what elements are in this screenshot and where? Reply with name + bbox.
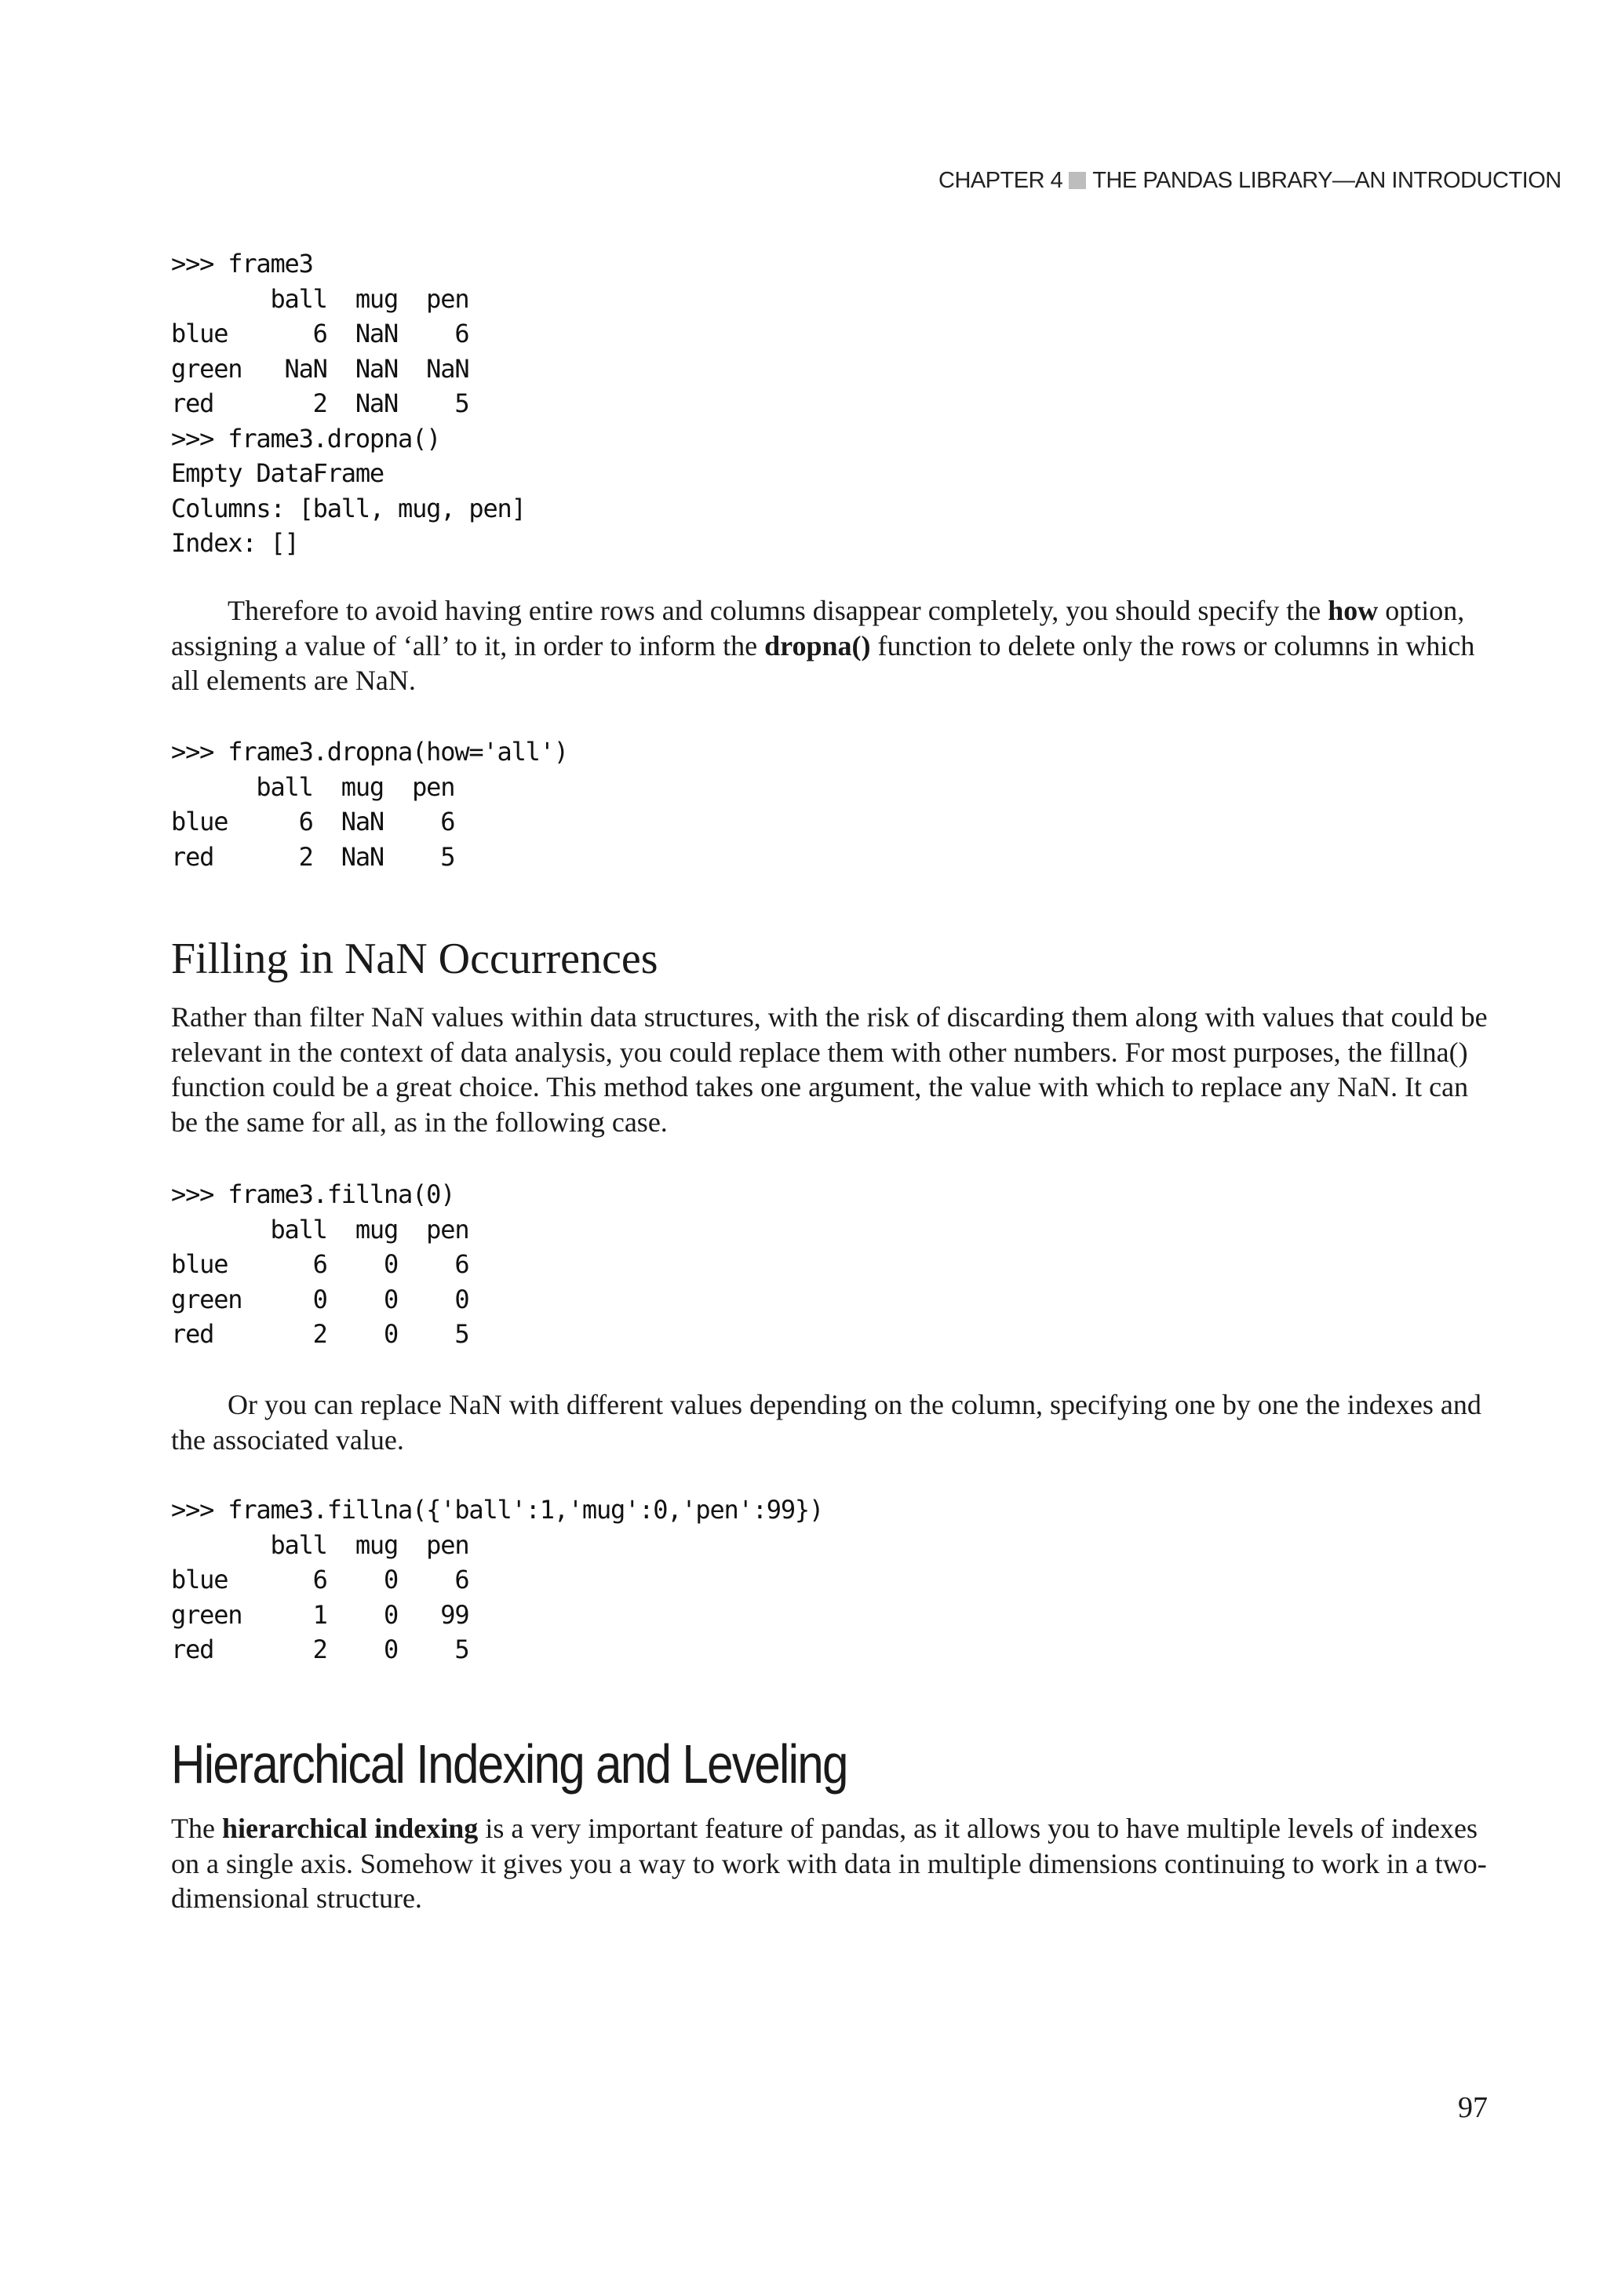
section-heading-filling-nan: Filling in NaN Occurrences bbox=[171, 935, 658, 983]
keyword-dropna: dropna() bbox=[764, 629, 871, 661]
paragraph-fillna-intro: Rather than filter NaN values within data structures, with the risk of discarding them along with values that could be relevant in the context of data analysis, you could replace them with other numbers. For most purposes, the fillna() function could be a great choice. This method takes one argument, the value with which to replace any NaN. It can be the same for all, as in the following case. bbox=[171, 1001, 1488, 1138]
paragraph-how-option bbox=[171, 593, 1489, 698]
paragraph-fillna-per-column: Or you can replace NaN with different values depending on the column, specifying one by one the indexes and the associated value. bbox=[171, 1389, 1481, 1456]
text-span: is a very important feature of pandas, as it allows you to have multiple levels of indexes on a single axis. Somehow it gives you a way to work with data in multiple dimensions continuing to work in a two-dimensional structure. bbox=[171, 1813, 1487, 1914]
code-block-dropna: >>> frame3 ball mug pen blue 6 NaN 6 green NaN NaN NaN red 2 NaN 5 >>> frame3.dropna() Empty DataFrame Columns: [ball, mug, pen] Index: [] bbox=[171, 249, 526, 558]
paragraph-hierarchical-intro bbox=[171, 1811, 1489, 1916]
text-span: option, assigning a value of ‘all’ to it, in order to inform the bbox=[171, 595, 1465, 661]
code-block-fillna-dict: >>> frame3.fillna({'ball':1,'mug':0,'pen':99}) ball mug pen blue 6 0 6 green 1 0 99 red 2 0 5 bbox=[171, 1495, 824, 1664]
term-hierarchical-indexing: hierarchical indexing bbox=[221, 1813, 479, 1844]
keyword-how: how bbox=[1328, 595, 1379, 626]
page-number: 97 bbox=[1458, 2091, 1488, 2124]
text-span: Therefore to avoid having entire rows and columns disappear completely, you should specify the bbox=[228, 595, 1328, 626]
text-span: function to delete only the rows or columns in which all elements are NaN. bbox=[171, 629, 1475, 696]
code-block-fillna-zero: >>> frame3.fillna(0) ball mug pen blue 6 0 6 green 0 0 0 red 2 0 5 bbox=[171, 1179, 469, 1349]
text-span: The bbox=[171, 1813, 222, 1844]
header-separator-square bbox=[1069, 172, 1086, 189]
chapter-label: CHAPTER 4 bbox=[938, 168, 1063, 193]
running-header bbox=[938, 168, 1561, 194]
code-block-dropna-how-all: >>> frame3.dropna(how='all') ball mug pen blue 6 NaN 6 red 2 NaN 5 bbox=[171, 737, 568, 872]
section-heading-hierarchical: Hierarchical Indexing and Leveling bbox=[171, 1733, 847, 1795]
chapter-title: THE PANDAS LIBRARY—AN INTRODUCTION bbox=[1092, 168, 1561, 193]
